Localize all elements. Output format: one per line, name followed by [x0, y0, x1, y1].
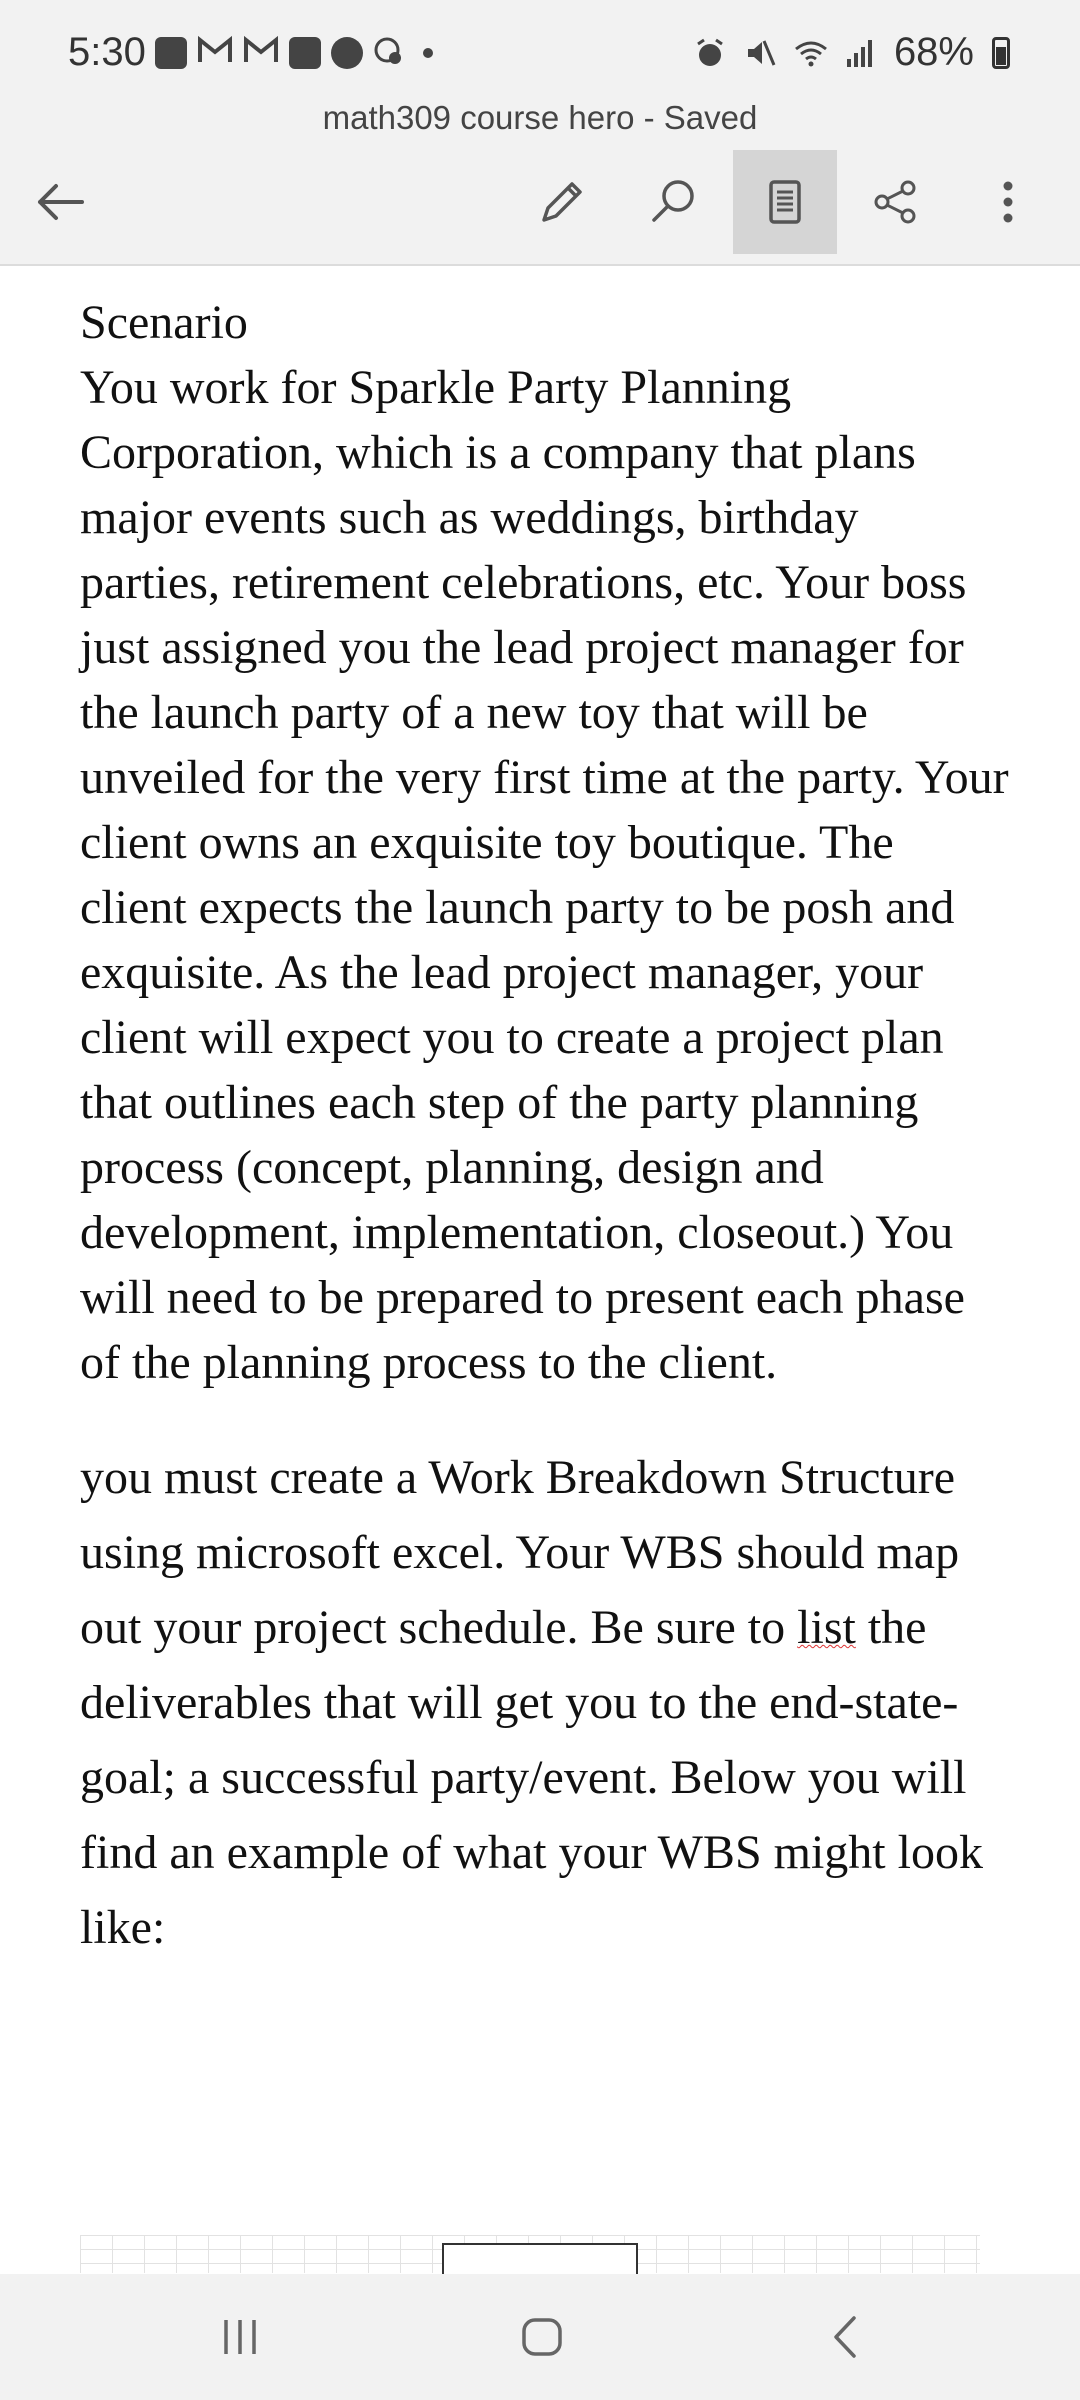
notification-icons	[155, 34, 433, 71]
status-bar	[0, 0, 1080, 100]
reading-mode-button[interactable]	[733, 150, 837, 254]
spellcheck-underlined-word: list	[797, 1601, 856, 1654]
sync-icon	[331, 37, 363, 69]
mute-icon	[744, 37, 776, 69]
more-options-icon	[980, 174, 1036, 230]
back-icon	[816, 2312, 876, 2362]
edit-pencil-icon	[534, 174, 590, 230]
gmail-icon	[243, 34, 279, 71]
status-time: 5:30	[68, 30, 146, 74]
search-icon	[646, 174, 702, 230]
wbs-paragraph	[80, 1440, 1010, 1965]
reading-mode-icon	[757, 174, 813, 230]
wbs-text-before: you must create a Work Breakdown Structure using microsoft excel. Your WBS should map out your project schedule. Be sure to	[80, 1451, 960, 1654]
toolbar	[0, 136, 1080, 266]
more-options-button[interactable]	[956, 150, 1060, 254]
gmail-icon	[197, 34, 233, 71]
home-icon	[512, 2312, 572, 2362]
alarm-icon	[694, 37, 726, 69]
system-icons	[694, 30, 1010, 75]
wbs-text-after: the deliverables that will get you to the end-state-goal; a successful party/event. Below you will find an example of what your WBS might look like:	[80, 1601, 983, 1954]
square-app-icon	[289, 37, 321, 69]
nav-back-button[interactable]	[786, 2294, 906, 2380]
scenario-text: You work for Sparkle Party Planning Corporation, which is a company that plans major events such as weddings, birthday parties, retirement celebrations, etc. Your boss just assigned you the lead project manager for the launch party of a new toy that will be unveiled for the very first time at the party. Your client owns an exquisite toy boutique. The client expects the launch party to be posh and exquisite. As the lead project manager, your client will expect you to create a project plan that outlines each step of the party planning process (concept, planning, design and development, implementation, closeout.) You will need to be prepared to present each phase of the planning process to the client.	[80, 361, 1009, 1389]
back-arrow-icon	[32, 174, 88, 230]
search-button[interactable]	[622, 150, 726, 254]
battery-icon	[992, 37, 1010, 69]
document-body	[80, 290, 1010, 1965]
share-button[interactable]	[844, 150, 948, 254]
navigation-bar	[0, 2274, 1080, 2400]
scenario-paragraph	[80, 290, 1010, 1395]
share-icon	[868, 174, 924, 230]
dot-icon	[423, 48, 433, 58]
back-button[interactable]	[8, 150, 112, 254]
battery-percent: 68%	[893, 30, 974, 74]
photo-icon	[155, 37, 187, 69]
edit-button[interactable]	[510, 150, 614, 254]
document-title: math309 course hero - Saved	[0, 100, 1080, 168]
home-button[interactable]	[482, 2294, 602, 2380]
watch-icon	[373, 34, 405, 71]
wifi-icon	[794, 37, 826, 69]
signal-icon	[844, 37, 876, 69]
wbs-example-image	[80, 2235, 980, 2273]
recent-apps-button[interactable]	[180, 2294, 300, 2380]
recent-apps-icon	[210, 2312, 270, 2362]
scenario-heading: Scenario	[80, 296, 248, 349]
